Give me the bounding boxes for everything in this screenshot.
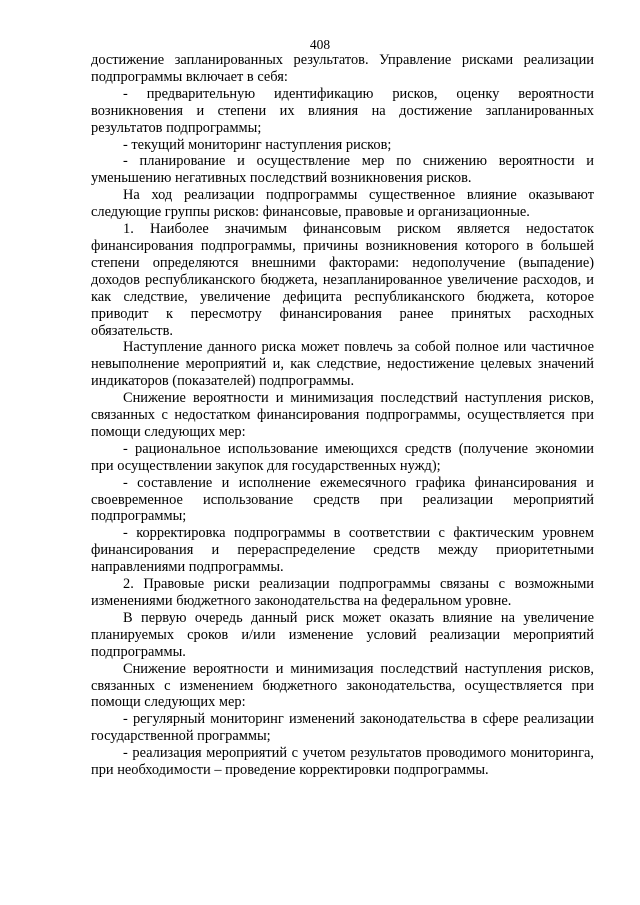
paragraph: 1. Наиболее значимым финансовым риском является недостаток финансирования подпрограммы, причины возникновения которого в большей степени определяются внешними факторами: недополучение (выпадение) доходов республиканского бюджета, незапланированное увеличение расходов, и как следствие, увеличение дефицита республиканского бюджета, которое приводит к пересмотру финансирования ранее принятых расходных обязательств. [91,221,594,339]
list-item: - регулярный мониторинг изменений законодательства в сфере реализации государственной программы; [91,711,594,745]
page-number: 408 [309,37,331,52]
paragraph: В первую очередь данный риск может оказать влияние на увеличение планируемых сроков и/или изменение условий реализации мероприятий подпрограммы. [91,609,594,660]
paragraph: 2. Правовые риски реализации подпрограммы связаны с возможными изменениями бюджетного законодательства на федеральном уровне. [91,576,594,609]
paragraph: Наступление данного риска может повлечь за собой полное или частичное невыполнение мероприятий и, как следствие, недостижение целевых значений индикаторов (показателей) подпрограммы. [91,339,594,390]
list-item: - рациональное использование имеющихся средств (получение экономии при осуществлении закупок для государственных нужд); [91,440,594,474]
list-item: - корректировка подпрограммы в соответствии с фактическим уровнем финансирования и перераспределение средств между приоритетными направлениями подпрограммы. [91,525,594,576]
paragraph: Снижение вероятности и минимизация последствий наступления рисков, связанных с недостатком финансирования подпрограммы, осуществляется при помощи следующих мер: [91,390,594,440]
list-item: - текущий мониторинг наступления рисков; [123,136,392,153]
paragraph: Снижение вероятности и минимизация последствий наступления рисков, связанных с изменением бюджетного законодательства, осуществляется при помощи следующих мер: [91,660,594,711]
list-item: - реализация мероприятий с учетом результатов проводимого мониторинга, при необходимости – проведение корректировки подпрограммы. [91,745,594,779]
paragraph: достижение запланированных результатов. Управление рисками реализации подпрограммы включает в себя: [91,52,594,85]
list-item: - предварительную идентификацию рисков, оценку вероятности возникновения и степени их влияния на достижение запланированных результатов подпрограммы; [91,85,594,136]
list-item: - составление и исполнение ежемесячного графика финансирования и своевременное использование средств при реализации мероприятий подпрограммы; [91,474,594,525]
paragraph: На ход реализации подпрограммы существенное влияние оказывают следующие группы рисков: финансовые, правовые и организационные. [91,187,594,221]
list-item: - планирование и осуществление мер по снижению вероятности и уменьшению негативных последствий возникновения рисков. [91,153,594,187]
body-text [91,52,594,779]
